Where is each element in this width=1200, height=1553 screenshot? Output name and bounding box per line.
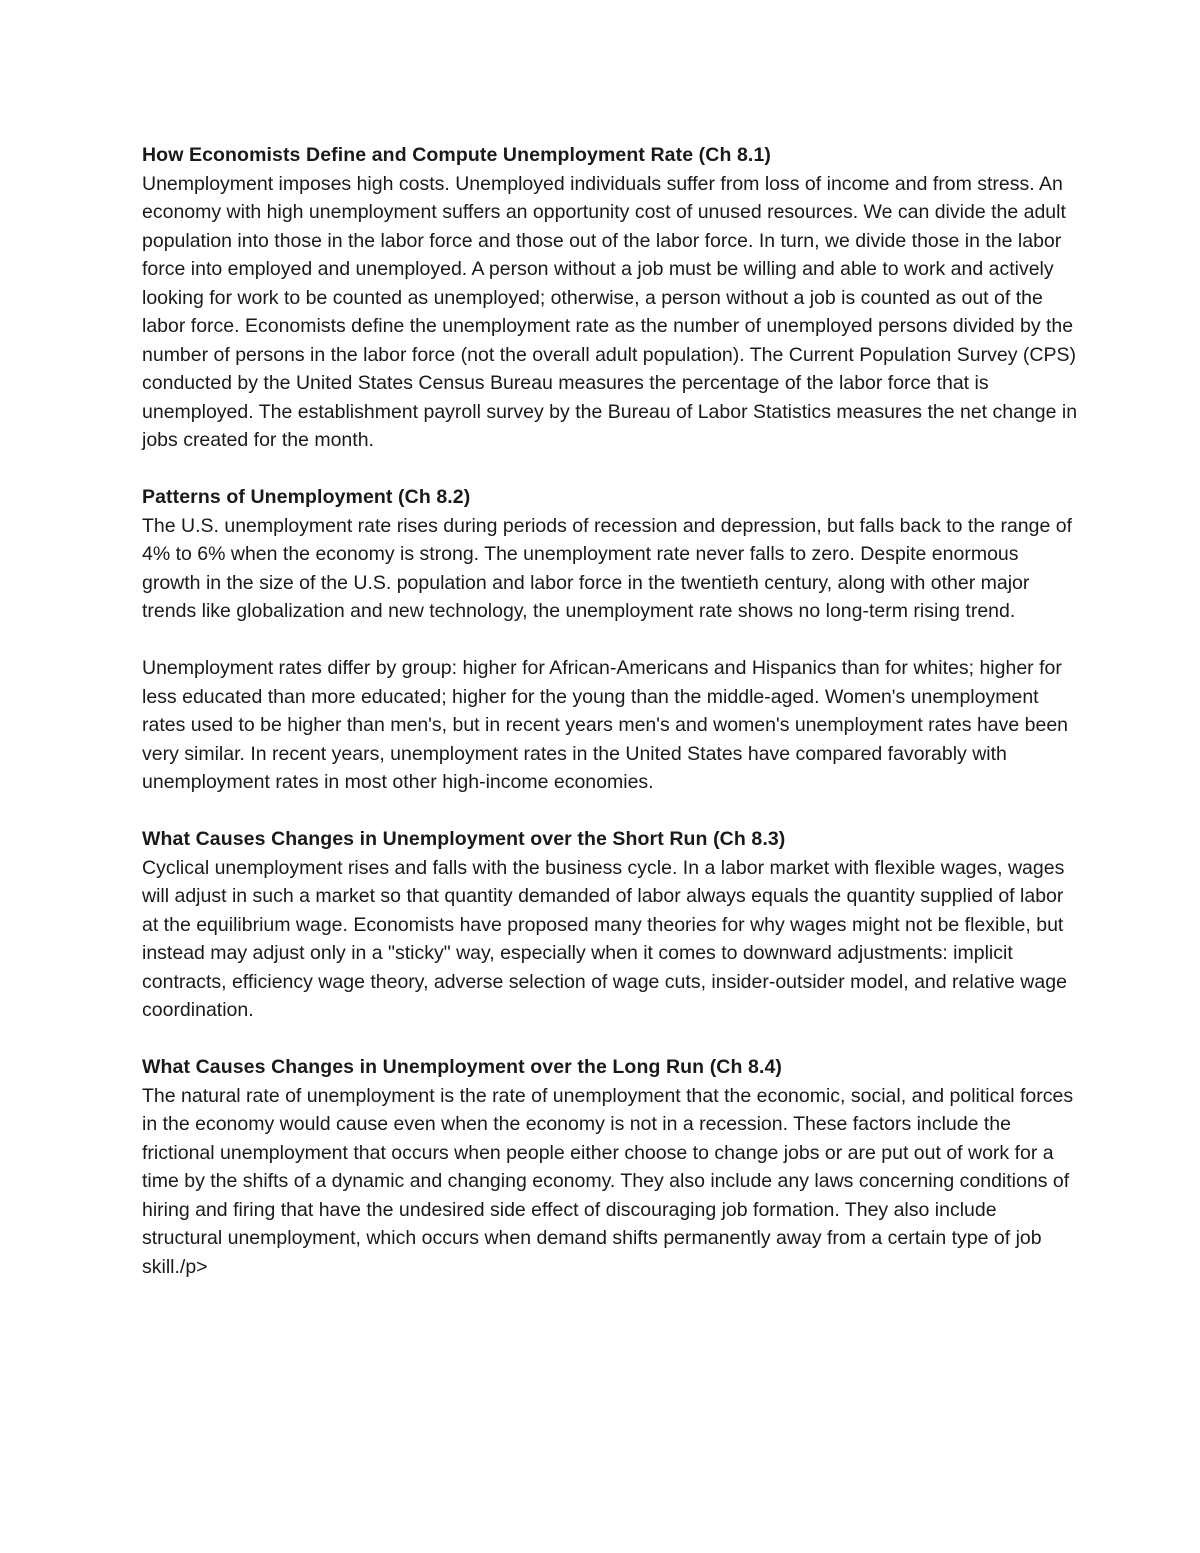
section-heading: What Causes Changes in Unemployment over the Long Run (Ch 8.4) xyxy=(142,1056,783,1078)
section-paragraph: Unemployment imposes high costs. Unemployed individuals suffer from loss of income and from stress. An economy with high unemployment suffers an opportunity cost of unused resources. We can divide the adult population into those in the labor force and those out of the labor force. In turn, we divide those in the labor force into employed and unemployed. A person without a job must be willing and able to work and actively looking for work to be counted as unemployed; otherwise, a person without a job is counted as out of the labor force. Economists define the unemployment rate as the number of unemployed persons divided by the number of persons in the labor force (not the overall adult population). The Current Population Survey (CPS) conducted by the United States Census Bureau measures the percentage of the labor force that is unemployed. The establishment payroll survey by the Bureau of Labor Statistics measures the net change in jobs created for the month. xyxy=(142,172,1078,451)
section-heading: What Causes Changes in Unemployment over the Short Run (Ch 8.3) xyxy=(142,828,786,850)
section-long-run xyxy=(142,1053,1082,1281)
section-paragraph: The U.S. unemployment rate rises during periods of recession and depression, but falls back to the range of 4% to 6% when the economy is strong. The unemployment rate never falls to zero. Despite enormous growth in the size of the U.S. population and labor force in the twentieth century, along with other major trends like globalization and new technology, the unemployment rate shows no long-term rising trend. xyxy=(142,514,1073,622)
section-paragraph: Unemployment rates differ by group: higher for African-Americans and Hispanics than for whites; higher for less educated than more educated; higher for the young than the middle-aged. Women's unemployment rates used to be higher than men's, but in recent years men's and women's unemployment rates have been very similar. In recent years, unemployment rates in the United States have compared favorably with unemployment rates in most other high-income economies. xyxy=(142,657,1069,793)
section-unemployment-rate xyxy=(142,141,1082,455)
section-heading: How Economists Define and Compute Unemployment Rate (Ch 8.1) xyxy=(142,144,771,166)
section-heading: Patterns of Unemployment (Ch 8.2) xyxy=(142,486,471,508)
section-short-run xyxy=(142,825,1082,1025)
section-paragraph: Cyclical unemployment rises and falls with the business cycle. In a labor market with flexible wages, wages will adjust in such a market so that quantity demanded of labor always equals the quantity supplied of labor at the equilibrium wage. Economists have proposed many theories for why wages might not be flexible, but instead may adjust only in a "sticky" way, especially when it comes to downward adjustments: implicit contracts, efficiency wage theory, adverse selection of wage cuts, insider-outsider model, and relative wage coordination. xyxy=(142,856,1067,1021)
section-patterns xyxy=(142,483,1082,797)
section-paragraph: The natural rate of unemployment is the rate of unemployment that the economic, social, and political forces in the economy would cause even when the economy is not in a recession. These factors include the frictional unemployment that occurs when people either choose to change jobs or are put out of work for a time by the shifts of a dynamic and changing economy. They also include any laws concerning conditions of hiring and firing that have the undesired side effect of discouraging job formation. They also include structural unemployment, which occurs when demand shifts permanently away from a certain type of job skill./p> xyxy=(142,1084,1074,1278)
document-page xyxy=(142,141,1082,1310)
